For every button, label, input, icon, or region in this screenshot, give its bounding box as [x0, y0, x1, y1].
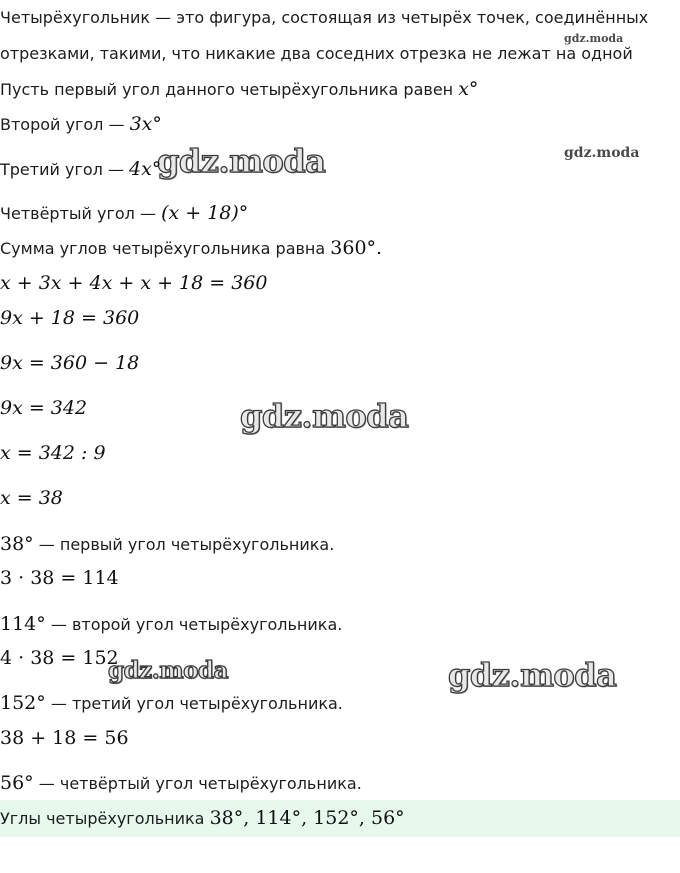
- answer-text: Углы четырёхугольника: [0, 809, 210, 828]
- answer-block: [0, 800, 680, 837]
- line-text: Пусть первый угол данного четырёхугольника равен: [0, 80, 459, 99]
- equation-line: [0, 727, 129, 750]
- line-math: (x + 18)°: [161, 202, 249, 224]
- fourth-angle-result: [0, 772, 362, 795]
- first-angle-result: [0, 533, 334, 556]
- definition-line-1: [0, 7, 648, 29]
- equation-line: [0, 307, 139, 330]
- line-math: x = 342 : 9: [0, 442, 106, 464]
- line-math: 114°: [0, 613, 46, 635]
- line-text: Сумма углов четырёхугольника равна: [0, 239, 331, 258]
- line-text: — второй угол четырёхугольника.: [45, 615, 343, 634]
- line-math: 4 · 38 = 152: [0, 647, 119, 669]
- answer-math: 38°, 114°, 152°, 56°: [209, 807, 405, 829]
- line-text: — четвёртый угол четырёхугольника.: [33, 774, 362, 793]
- line-math: 56°: [0, 772, 34, 794]
- line-math: x + 3x + 4x + x + 18 = 360: [0, 272, 268, 294]
- equation-line: [0, 567, 119, 590]
- line-text: Второй угол —: [0, 115, 130, 134]
- line-math: 9x = 360 − 18: [0, 352, 140, 374]
- second-angle-result: [0, 613, 342, 636]
- line-math: 9x = 342: [0, 397, 88, 419]
- fourth-angle-line: [0, 202, 248, 225]
- line-text: отрезками, такими, что никакие два соседних отрезка не лежат на одной: [0, 44, 633, 63]
- line-math: 152°: [0, 692, 46, 714]
- line-math: 9x + 18 = 360: [0, 307, 140, 329]
- third-angle-line: [0, 158, 161, 181]
- watermark-large-1: gdz.moda: [157, 142, 326, 180]
- line-math: 38°: [0, 533, 34, 555]
- angle-sum-line: [0, 237, 382, 260]
- line-text: Четвёртый угол —: [0, 204, 162, 223]
- watermark-small-right: gdz.moda: [564, 145, 640, 161]
- line-text: — третий угол четырёхугольника.: [45, 694, 343, 713]
- line-math: x = 38: [0, 487, 63, 509]
- equation-line: [0, 647, 119, 670]
- equation-line: [0, 442, 106, 465]
- line-math: 38 + 18 = 56: [0, 727, 129, 749]
- line-math: 3 · 38 = 114: [0, 567, 119, 589]
- watermark-large-3: gdz.moda: [108, 657, 228, 684]
- line-text: Четырёхугольник — это фигура, состоящая из четырёх точек, соединённых: [0, 8, 649, 27]
- definition-line-2: [0, 43, 633, 65]
- line-text: — первый угол четырёхугольника.: [33, 535, 335, 554]
- line-math: 360°.: [330, 237, 383, 259]
- second-angle-line: [0, 113, 162, 136]
- line-text: Третий угол —: [0, 160, 130, 179]
- line-math: 4x°: [129, 158, 162, 180]
- equation-line: [0, 397, 87, 420]
- line-math: x°: [458, 78, 479, 100]
- watermark-large-2: gdz.moda: [240, 397, 409, 435]
- first-angle-line: [0, 78, 478, 101]
- watermark-small-top: gdz.moda: [564, 32, 624, 45]
- line-math: 3x°: [129, 113, 162, 135]
- equation-line: [0, 352, 139, 375]
- third-angle-result: [0, 692, 343, 715]
- watermark-large-4: gdz.moda: [448, 656, 617, 694]
- equation-line: [0, 272, 267, 295]
- answer-line: [0, 807, 405, 829]
- equation-line: [0, 487, 63, 510]
